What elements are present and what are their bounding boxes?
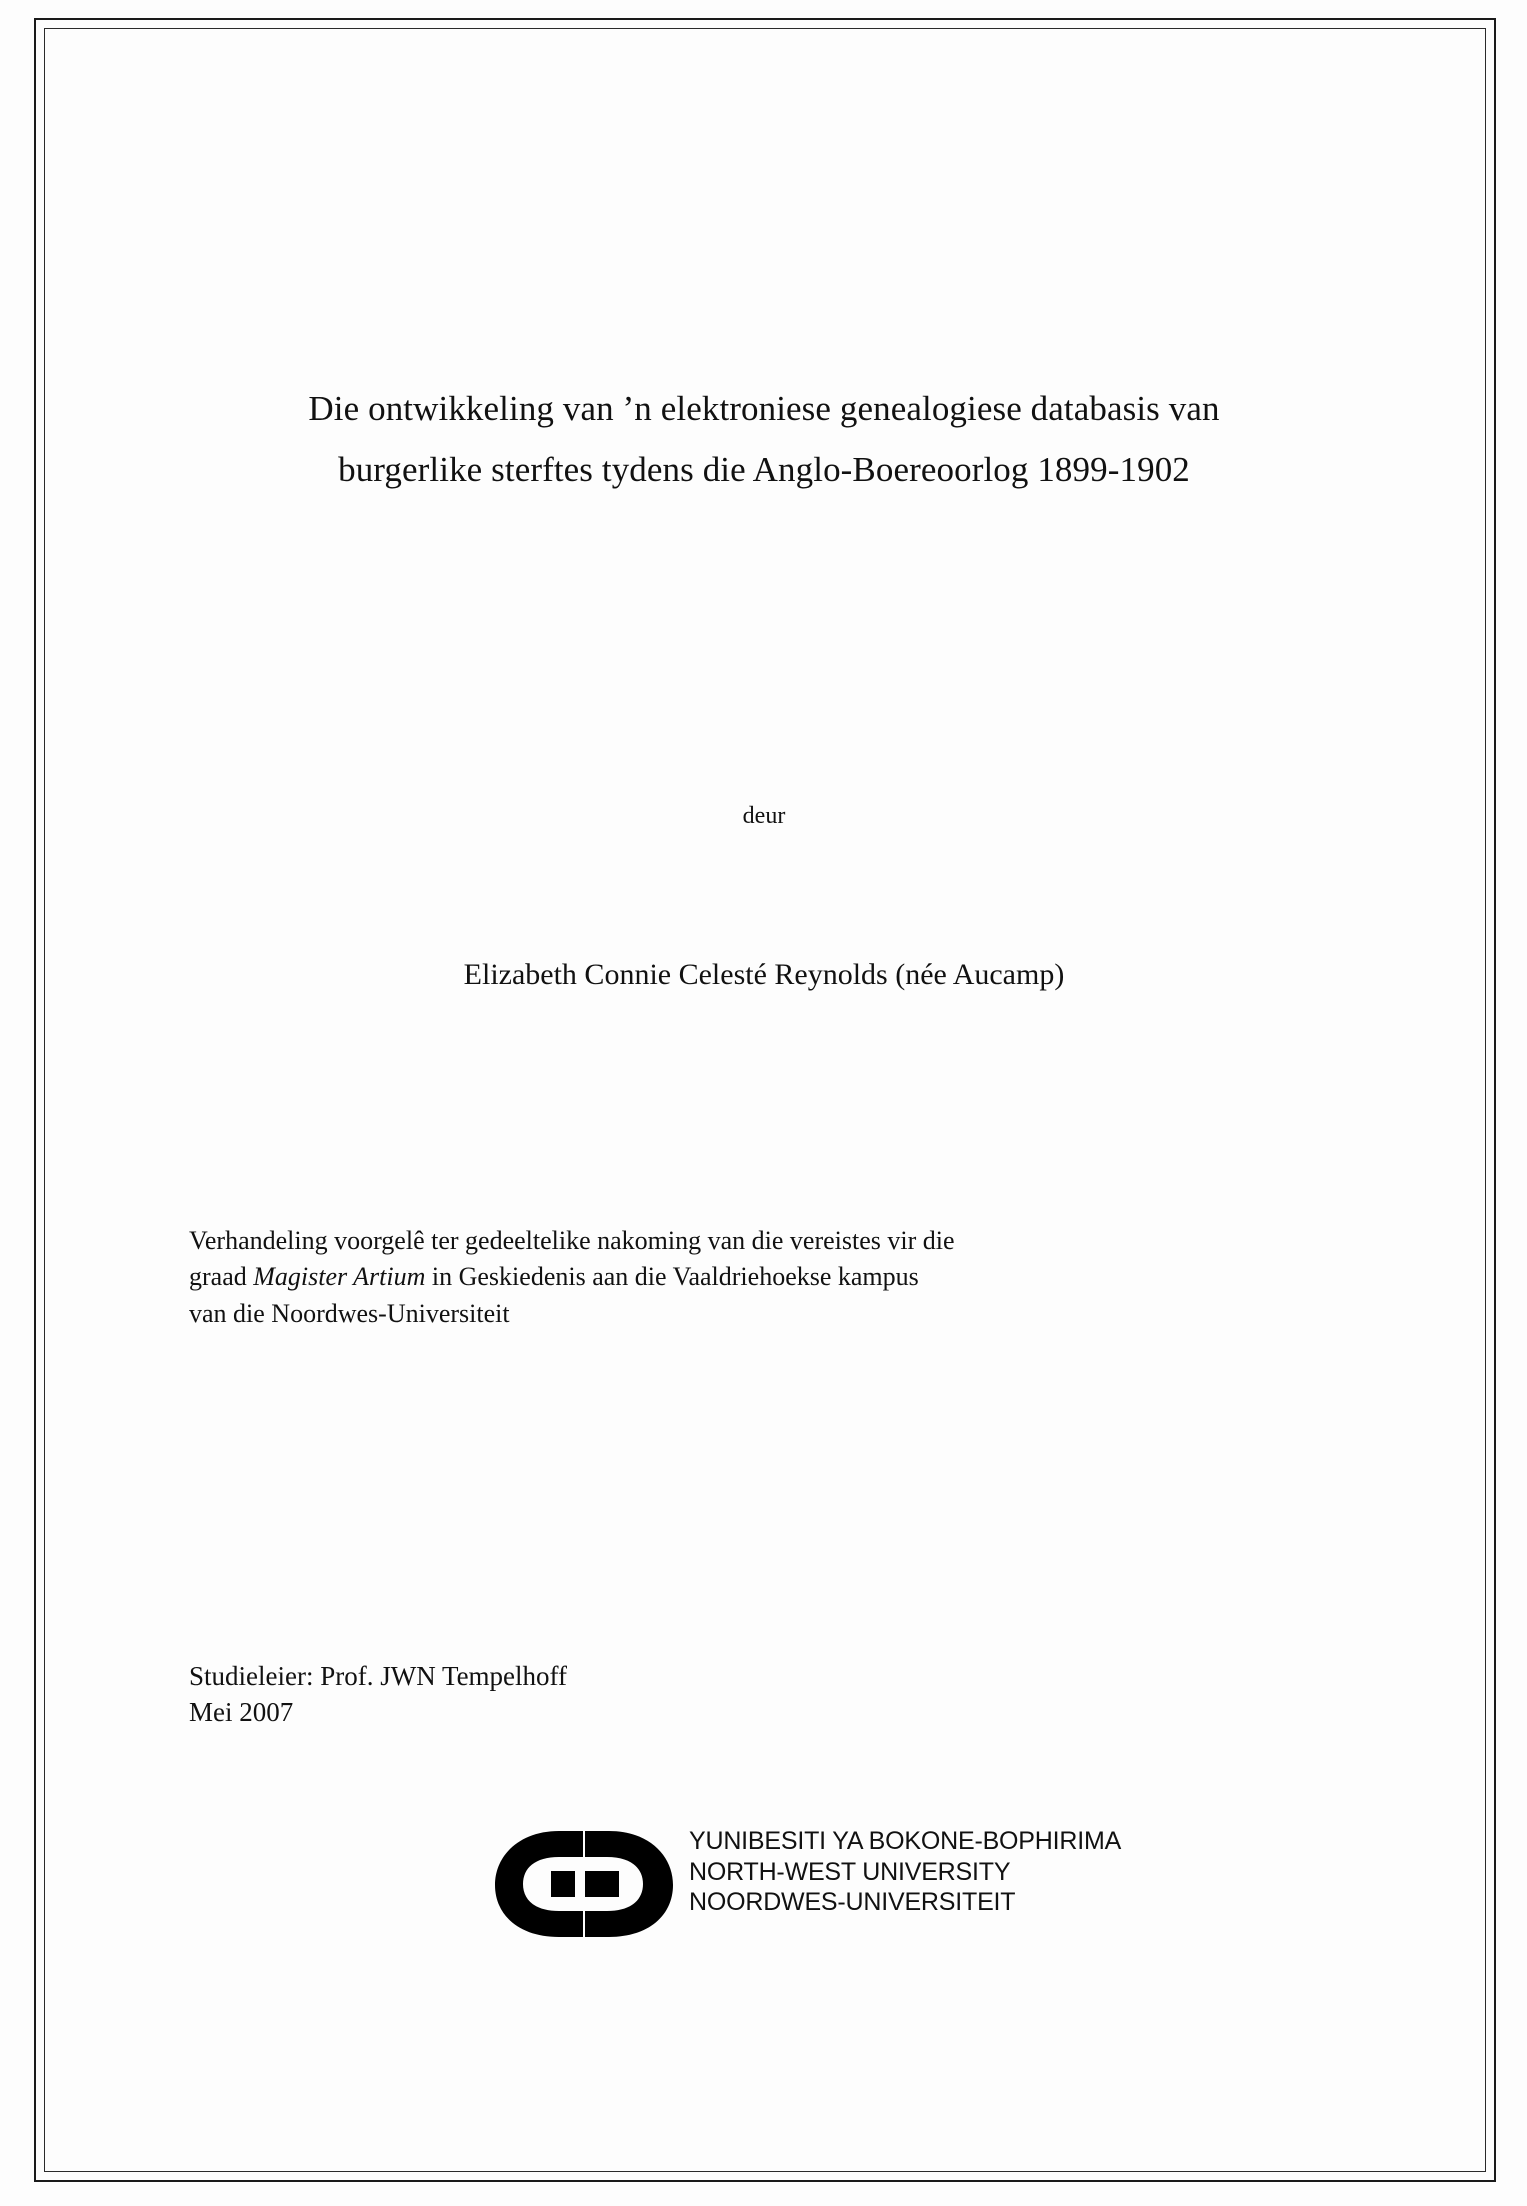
page-title [184,378,1344,501]
title-line-1: Die ontwikkeling van ’n elektroniese genealogiese databasis van [308,389,1220,428]
degree-statement-line-3: van die Noordwes-Universiteit [189,1298,510,1328]
degree-statement [189,1223,1314,1332]
university-logo [489,1818,1129,1958]
degree-statement-line-2-pre: graad [189,1262,254,1292]
logo-text-line-1: YUNIBESITI YA BOKONE-BOPHIRIMA [689,1827,1122,1855]
logo-text-line-3: NOORDWES-UNIVERSITEIT [689,1888,1016,1916]
north-west-university-logo-mark-icon [489,1823,679,1943]
author-name: Elizabeth Connie Celesté Reynolds (née Aucamp) [463,958,1065,991]
supervisor-name: Studieleier: Prof. JWN Tempelhoff [189,1661,568,1691]
degree-name-italic: Magister Artium [253,1262,426,1292]
title-page-content [44,28,1486,2172]
supervisor-block [189,1658,1189,1731]
degree-statement-line-1: Verhandeling voorgelê ter gedeeltelike nakoming van die vereistes vir die [189,1226,955,1255]
submission-date: Mei 2007 [189,1697,294,1728]
degree-statement-line-2-post: in Geskiedenis aan die Vaaldriehoekse kampus [425,1262,919,1292]
logo-text-block [689,1826,1121,1918]
byline-word: deur [742,803,786,829]
logo-text-line-2: NORTH-WEST UNIVERSITY [689,1857,1011,1886]
degree-statement-line-2 [189,1259,1314,1295]
title-line-2: burgerlike sterftes tydens die Anglo-Boereoorlog 1899-1902 [338,450,1190,490]
